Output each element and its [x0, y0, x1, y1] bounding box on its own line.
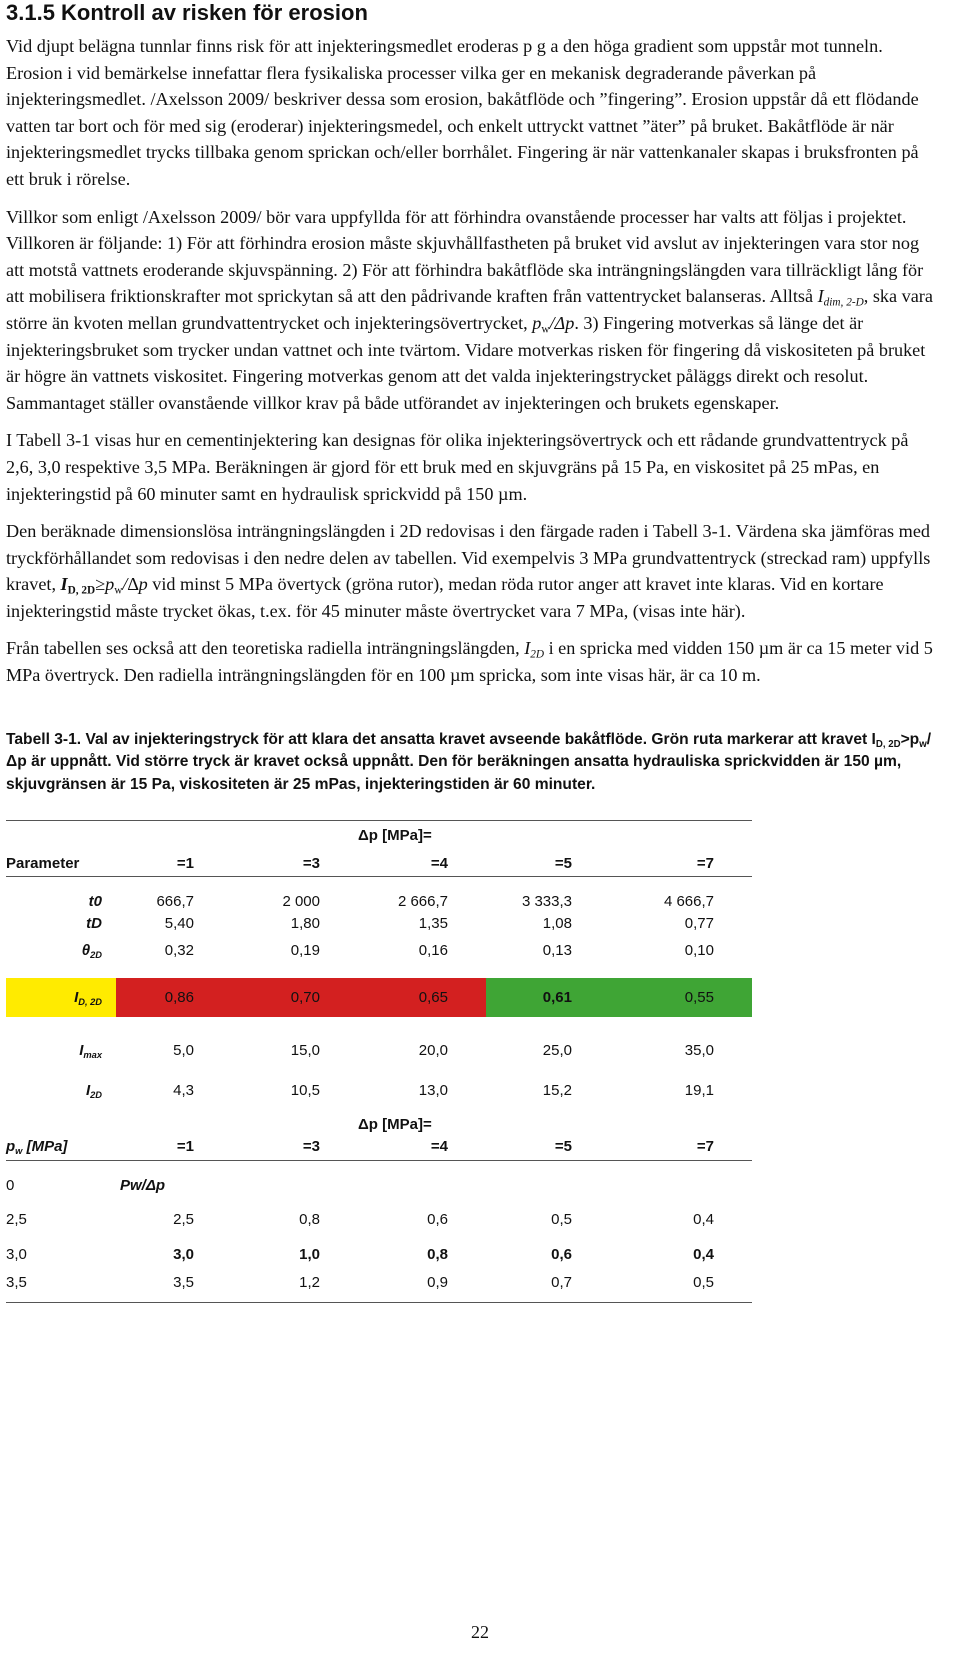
document-page [6, 0, 936, 1303]
paragraph-erosion-intro: Vid djupt belägna tunnlar finns risk för att injekteringsmedlet eroderas p g a den höga gradient som uppstår mot tunneln. Erosion i vid bemärkelse innefattar flera fysikaliska processer vilka ger en mekanisk degraderande påverkan på injekteringsmedlet. /Axelsson 2009/ beskriver dessa som erosion, bakåtflöde och ”fingering”. Erosion uppstår då ett flödande vatten tar bort och för med sig (eroderar) injekteringsmedel, och enkelt uttryckt vattnet ”äter” på bruket. Bakåtflöde är när injekteringsmedlet trycks tillbaka genom sprickan och/eller borrhålet. Fingering är när vattenkanaler skapas i bruksfronten på ett bruk i rörelse. [6, 36, 919, 189]
parameter-table [6, 820, 752, 1303]
green-cell: 0,61 [486, 978, 610, 1017]
ratio-label: Pw/Δp [120, 1176, 166, 1194]
pw-row-2-5: 2,5 2,5 0,8 0,6 0,5 0,4 [6, 1210, 714, 1228]
column-header-row: Parameter =1 =3 =4 =5 =7 [6, 851, 752, 877]
delta-p-header: Δp [MPa]= [358, 827, 432, 845]
ratio-label-row: 0 Pw/Δp [6, 1161, 752, 1194]
pw-row-3-5: 3,5 3,5 1,2 0,9 0,7 0,5 [6, 1263, 752, 1303]
page-number: 22 [471, 1622, 489, 1642]
table-row-id2d [6, 978, 752, 1017]
parameter-header: Parameter [6, 854, 80, 872]
paragraph-table-intro: I Tabell 3-1 visas hur en cementinjektering kan designas för olika injekteringsövertryck och ett rådande grundvattentryck på 2,6, 3,0 respektive 3,5 MPa. Beräkningen är gjord för ett bruk med en skjuvgräns på 15 Pa, en viskositet på 25 mPas, en injekteringstid på 60 minuter samt en hydraulisk sprickvidd på 150 µm. [6, 430, 909, 504]
delta-p-header-2: Δp [MPa]= [358, 1115, 432, 1133]
table-row-theta: $\theta_{2D}$ 0,32 0,19 0,16 0,13 0,10 [81, 941, 714, 960]
red-cell: 0,70 [232, 978, 358, 1017]
id2d-label-cell: $I_{D, 2D}$ [6, 978, 116, 1017]
group-header-row [6, 821, 752, 851]
table-row-td: tD 5,40 1,80 1,35 1,08 0,77 [86, 914, 714, 932]
group-header-row-2 [6, 1099, 752, 1133]
table-row-i2d: $I_{2D}$ 4,3 10,5 13,0 15,2 19,1 [85, 1081, 714, 1100]
table-row-t0: t0 666,7 2 000 2 666,7 3 333,3 4 666,7 [88, 892, 714, 910]
paragraph-conditions: Villkor som enligt /Axelsson 2009/ bör vara uppfyllda för att förhindra ovanstående processer har valts att följas i projektet. Villkoren är följande: 1) För att förhindra erosion måste skjuvhållfastheten på bruket vid avslut av injekteringen vara stor nog att motstå vattnets eroderande skjuvspänning. 2) För att förhindra bakåtflöde ska inträngningslängden vara tillräckligt lång för att mobilisera friktionskrafter mot sprickytan så att den pådrivande kraften från vattentrycket balanseras. Alltså $I_{dim, 2-D}$, ska vara större än kvoten mellan grundvattentrycket och injekteringsövertrycket, $p_w/\Delta p$. 3) Fingering motverkas så länge det är injekteringsbruket som trycker undan vattnet och inte tvärtom. Vidare motverkas risken för fingering då viskositeten på bruket är högre än vattnets viskositet. Fingering motverkas genom att det valda injekteringstrycket påläggs direkt och resolut. Sammantaget ställer ovanstående villkor krav på både utförandet av injekteringen och brukets egenskaper. [6, 206, 933, 413]
table-row-imax: $I_{max}$ 5,0 15,0 20,0 25,0 35,0 [79, 1041, 714, 1060]
pw-row-3-0: 3,0 3,0 1,0 0,8 0,6 0,4 [6, 1245, 714, 1263]
red-cell: 0,86 [116, 978, 232, 1017]
pw-header: $p_w$ [MPa] [6, 1137, 68, 1156]
table-caption: Tabell 3-1. Val av injekteringstryck för att klara det ansatta kravet avseende bakåtflöde. Grön ruta markerar att kravet $I_{D, 2D}>p_w/\Delta p$ är uppnått. Vid större tryck är kravet också uppnått. Den för beräkningen ansatta hydrauliska sprickvidden är 150 µm, skjuvgränsen är 15 Pa, viskositeten är 25 mPas, injekteringstiden är 60 minuter. [6, 730, 932, 793]
green-cell: 0,55 [610, 978, 752, 1017]
paragraph-dimensionless: Den beräknade dimensionslösa inträngningslängden i 2D redovisas i den färgade raden i Tabell 3-1. Värdena ska jämföras med tryckförhållandet som redovisas i den nedre delen av tabellen. Vid exempelvis 3 MPa grundvattentryck (streckad ram) uppfylls kravet, $I_{D, 2D}\ge p_w/\Delta p$ vid minst 5 MPa övertyck (gröna rutor), medan röda rutor anger att kravet inte klaras. Vid en kortare injekteringstid måste trycket ökas, t.ex. för 45 minuter måste övertrycket vara 7 MPa, (visas inte här). [6, 521, 931, 621]
paragraph-radial: Från tabellen ses också att den teoretiska radiella inträngningslängden, $I_{2D}$ i en spricka med vidden 150 µm är ca 15 meter vid 5 MPa övertryck. Den radiella inträngningslängden för en 100 µm spricka, som inte visas här, är ca 10 m. [6, 638, 933, 686]
red-cell: 0,65 [358, 978, 486, 1017]
pw-header-row: $p_w$ [MPa] =1 =3 =4 =5 =7 [6, 1133, 752, 1161]
section-heading: 3.1.5 Kontroll av risken för erosion [6, 0, 368, 25]
